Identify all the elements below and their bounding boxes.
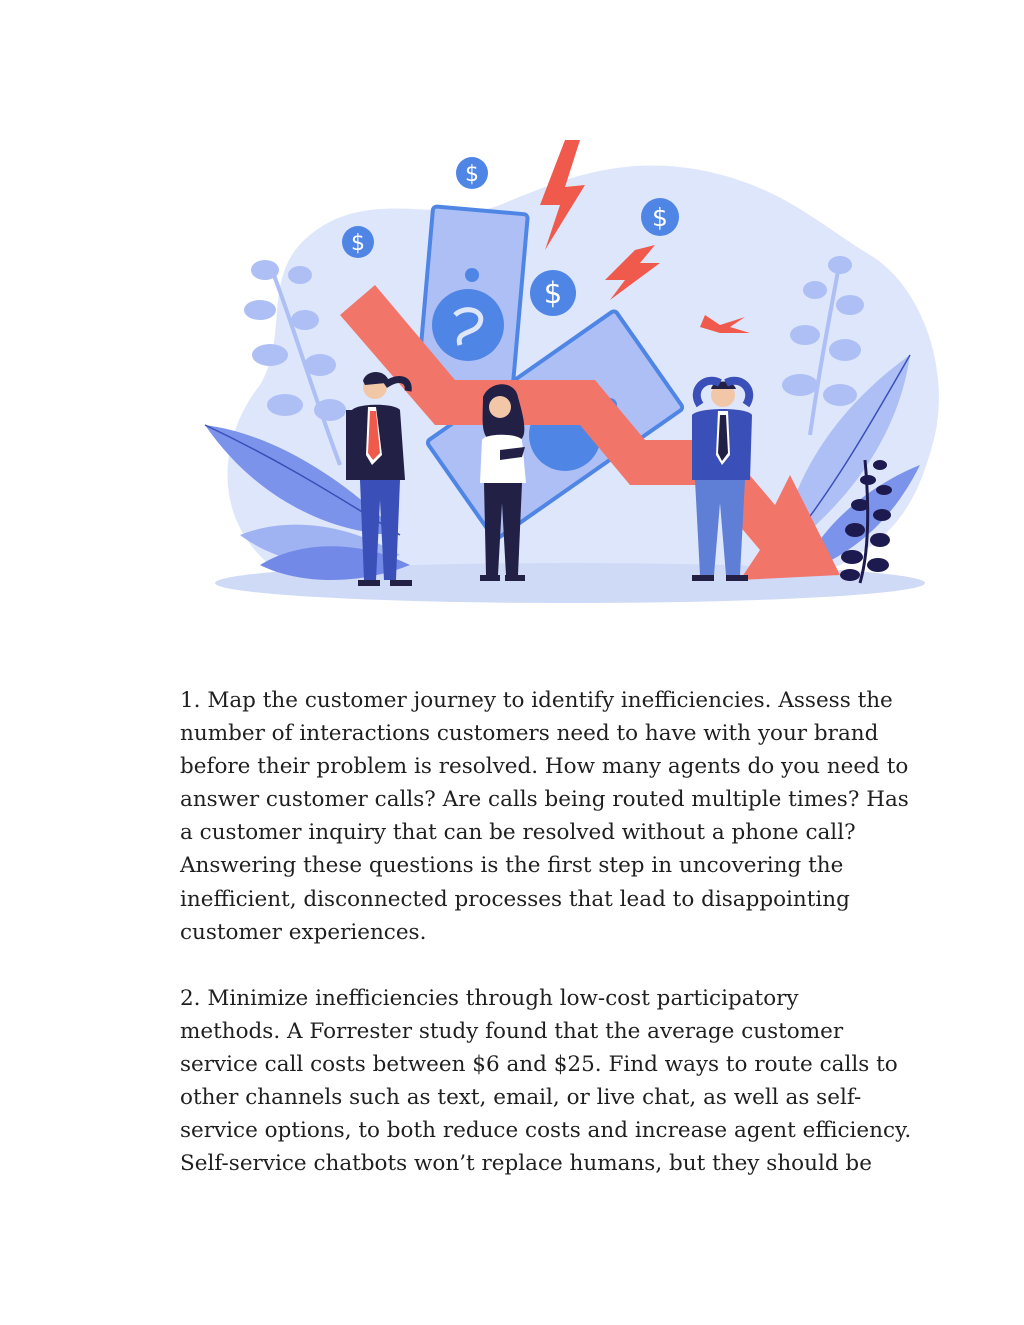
paragraph-1-line: answer customer calls? Are calls being routed multiple times? Has [180, 787, 909, 813]
paragraph-1-line: before their problem is resolved. How many agents do you need to [180, 754, 909, 780]
paragraph-1-line: number of interactions customers need to have with your brand [180, 721, 879, 747]
paragraph-2-line: service options, to both reduce costs and increase agent efficiency. [180, 1118, 912, 1144]
paragraph-2 [180, 982, 912, 1181]
paragraph-2-line: 2. Minimize inefficiencies through low-cost participatory [180, 985, 799, 1011]
dollar-sign: $ [652, 203, 668, 232]
dollar-sign: $ [465, 162, 479, 187]
paragraph-spacer [180, 949, 890, 982]
dollar-coin-3 [641, 198, 679, 236]
paragraph-2-line: Self-service chatbots won’t replace humans, but they should be [180, 1151, 872, 1177]
paragraph-2-line: service call costs between $6 and $25. Find ways to route calls to [180, 1051, 898, 1077]
paragraph-1-line: 1. Map the customer journey to identify inefficiencies. Assess the [180, 688, 893, 713]
dollar-coin-2 [342, 226, 374, 258]
paragraph-1 [180, 684, 909, 949]
dollar-sign: $ [543, 276, 563, 310]
declining-finance-illustration [200, 135, 940, 615]
paragraph-2-line: other channels such as text, email, or live chat, as well as self- [180, 1085, 862, 1111]
illustration-svg [200, 135, 940, 615]
dollar-coin-4 [530, 270, 576, 316]
article-body [180, 684, 912, 1180]
paragraph-1-line: customer experiences. [180, 919, 427, 945]
paragraph-2-line: methods. A Forrester study found that the average customer [180, 1018, 844, 1044]
paragraph-1-line: a customer inquiry that can be resolved without a phone call? [180, 820, 856, 846]
paragraph-1-line: Answering these questions is the first step in uncovering the [180, 853, 844, 879]
paragraph-1-line: inefficient, disconnected processes that lead to disappointing [180, 886, 850, 912]
dollar-coin-1 [456, 157, 488, 189]
dollar-sign: $ [351, 231, 365, 256]
